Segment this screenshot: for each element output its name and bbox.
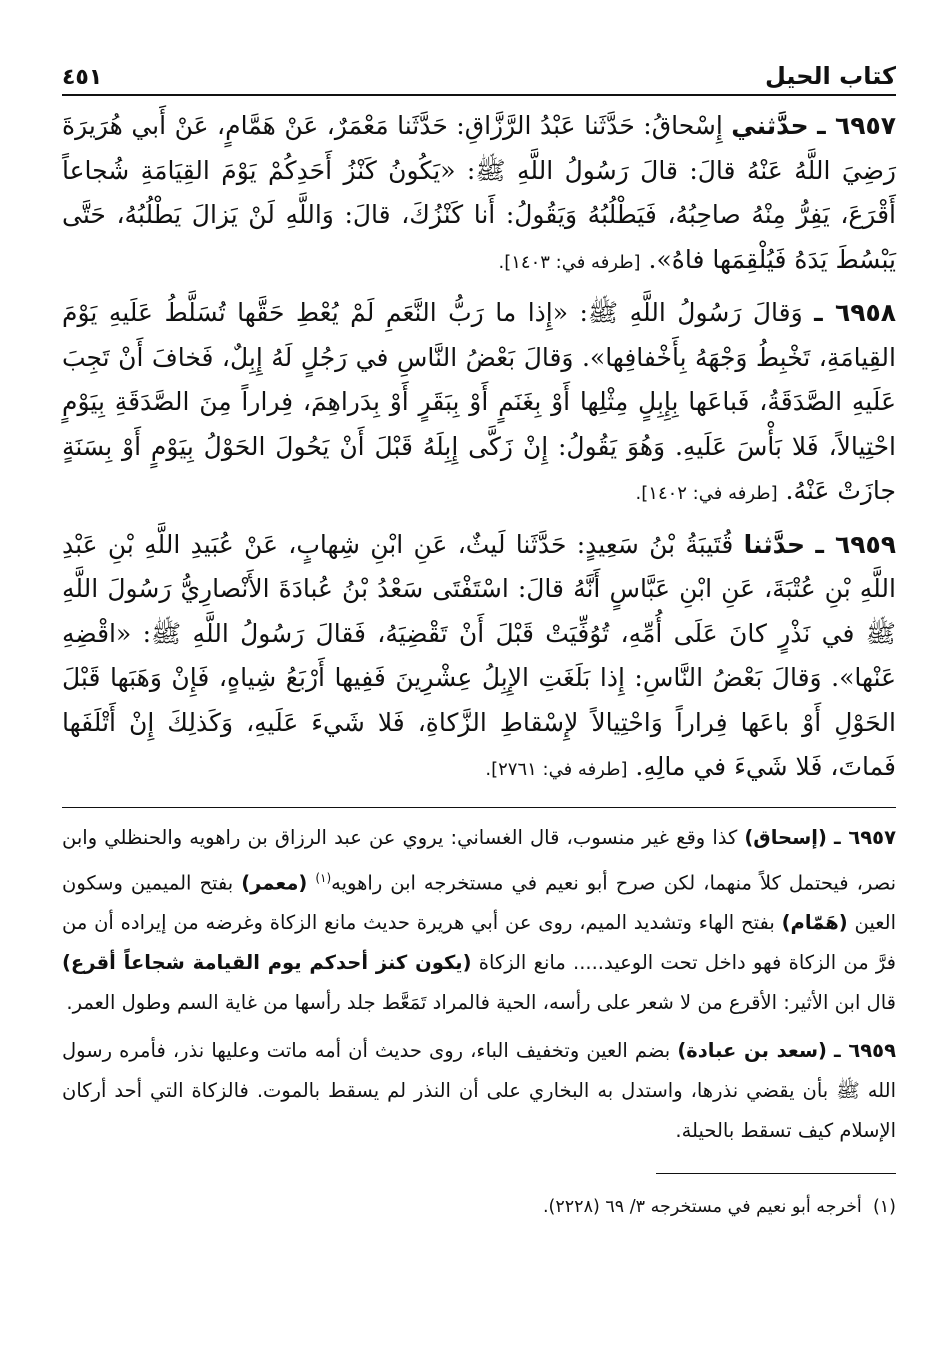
note-text: بفتح الهاء وتشديد الميم، روى عن أبي هريرة حديث مانع الزكاة وغرضه من إيراده أن من فرَّ من الزكاة فهو داخل تحت الوعيد..... مانع الزكاة bbox=[62, 911, 897, 974]
book-title: كتاب الحيل bbox=[765, 62, 896, 90]
hadith-ref: [طرفه في: ١٤٠٣]. bbox=[498, 251, 641, 273]
footnote-marker: (١) bbox=[315, 870, 332, 885]
note-term: (معمر) bbox=[241, 871, 308, 894]
note-term: (يكون كنز أحدكم يوم القيامة شجاعاً أقرع) bbox=[62, 951, 472, 974]
note-term: (إسحاق) bbox=[744, 825, 827, 849]
footnote-number: (١) bbox=[872, 1196, 896, 1217]
commentary-divider bbox=[62, 807, 896, 808]
note-text: بفتح الميمين وسكون العين bbox=[62, 871, 896, 934]
note-6959 bbox=[62, 1031, 896, 1151]
note-number: ٦٩٥٧ ـ bbox=[834, 825, 896, 849]
footnote bbox=[62, 1192, 896, 1222]
hadith-section bbox=[62, 104, 896, 793]
hadith-text: قُتَيبَةُ بْنُ سَعِيدٍ: حَدَّثَنا لَيثٌ، عَنِ ابْنِ شِهابٍ، عَنْ عُبَيدِ اللَّهِ بْنِ عَبْدِ اللَّهِ بْنِ عُتْبَةَ، عَنِ ابْنِ عَبَّاسٍ أَنَّهُ قالَ: اسْتَفْتَى سَعْدُ بْنُ عُبادَةَ الأَنْصارِيُّ رَسُولَ اللَّهِ ﷺ في نَذْرٍ كانَ عَلَى أُمِّهِ، تُوُفِّيَتْ قَبْلَ أَنْ تَقْضِيَهُ، فَقالَ رَسُولُ اللَّهِ ﷺ: «اقْضِهِ عَنْها». وَقالَ بَعْضُ النَّاسِ: إِذا بَلَغَتِ الإِبِلُ عِشْرِينَ فَفِيها أَرْبَعُ شِياهٍ، فَإِنْ وَهَبَها قَبْلَ الحَوْلِ أَوْ باعَها فِراراً وَاحْتِيالاً لإِسْقاطِ الزَّكاةِ، فَلا شَيءَ عَلَيهِ، وَكَذلِكَ إِنْ أَتْلَفَها فَماتَ، فَلا شَيءَ في مالِهِ. bbox=[62, 529, 896, 781]
page-number: ٤٥١ bbox=[62, 65, 103, 90]
note-text bbox=[827, 1039, 834, 1062]
hadith-6959 bbox=[62, 523, 896, 793]
hadith-number: ٦٩٥٩ ـ bbox=[815, 529, 896, 559]
note-term: (هَمّام) bbox=[781, 911, 848, 934]
note-text: قال ابن الأثير: الأقرع من لا شعر على رأسه، الحية فالمراد تَمَعَّط جلد رأسها من غاية السم وطول العمر. bbox=[66, 991, 896, 1014]
note-text: كذا وقع غير منسوب، قال الغساني: يروي عن عبد الرزاق بن راهويه والحنظلي وابن نصر، فيحتمل كلاً منهما، لكن صرح أبو نعيم في مستخرجه ابن راهويه bbox=[62, 825, 897, 894]
hadith-ref: [طرفه في: ٢٧٦١]. bbox=[485, 759, 628, 780]
hadith-number: ٦٩٥٧ ـ bbox=[817, 111, 896, 140]
note-text: بضم العين وتخفيف الباء، روى حديث أن أمه ماتت وعليها نذر، فأمره رسول الله ﷺ بأن يقضي نذرها، واستدل به البخاري على أن النذر لم يسقط بالموت. فالزكاة التي أحد أركان الإسلام كيف تسقط بالحيلة. bbox=[62, 1039, 896, 1142]
note-6957 bbox=[62, 818, 896, 1024]
commentary-section bbox=[62, 818, 896, 1152]
hadith-6957 bbox=[62, 104, 896, 285]
book-page bbox=[62, 52, 896, 1239]
header-rule bbox=[62, 94, 896, 96]
hadith-lead: حدَّثني bbox=[731, 111, 809, 140]
footnote-divider bbox=[656, 1173, 896, 1174]
page-header bbox=[62, 52, 896, 90]
hadith-number: ٦٩٥٨ ـ bbox=[814, 298, 896, 327]
footnote-text: أخرجه أبو نعيم في مستخرجه ٣/ ٦٩ (٢٢٢٨). bbox=[542, 1196, 862, 1217]
note-number: ٦٩٥٩ ـ bbox=[834, 1039, 896, 1062]
hadith-text: إِسْحاقُ: حَدَّثَنا عَبْدُ الرَّزَّاقِ: حَدَّثَنا مَعْمَرٌ، عَنْ هَمَّامٍ، عَنْ أَبي هُرَيرَةَ رَضِيَ اللَّهُ عَنْهُ قالَ: قالَ رَسُولُ اللَّهِ ﷺ: «يَكُونُ كَنْزُ أَحَدِكُمْ يَوْمَ القِيَامَةِ شُجاعاً أَقْرَعَ، يَفِرُّ مِنْهُ صاحِبُهُ، فَيَطْلُبُهُ وَيَقُولُ: أَنا كَنْزُكَ، قالَ: وَاللَّهِ لَنْ يَزالَ يَطْلُبُهُ، حَتَّى يَبْسُطَ يَدَهُ فَيُلْقِمَها فاهُ». bbox=[62, 111, 896, 274]
hadith-6958 bbox=[62, 291, 896, 517]
hadith-text: وَقالَ رَسُولُ اللَّهِ ﷺ: «إِذا ما رَبُّ النَّعَمِ لَمْ يُعْطِ حَقَّها تُسَلَّطُ عَلَيهِ يَوْمَ القِيامَةِ، تَخْبِطُ وَجْهَهُ بِأَخْفافِها». وَقالَ بَعْضُ النَّاسِ في رَجُلٍ لَهُ إِبِلٌ، فَخافَ أَنْ تَجِبَ عَلَيهِ الصَّدَقَةُ، فَباعَها بِإِبِلٍ مِثْلِها أَوْ بِغَنَمٍ أَوْ بِبَقَرٍ أَوْ بِدَراهِمَ، فِراراً مِنَ الصَّدَقَةِ بِيَوْمٍ احْتِيالاً، فَلا بَأْسَ عَلَيهِ. وَهُوَ يَقُولُ: إِنْ زَكَّى إِبِلَهُ قَبْلَ أَنْ يَحُولَ الحَوْلُ بِيَوْمٍ أَوْ بِسَنَةٍ جازَتْ عَنْهُ. bbox=[62, 298, 897, 505]
note-term: (سعد بن عبادة) bbox=[677, 1039, 827, 1062]
note-text bbox=[827, 826, 834, 849]
hadith-ref: [طرفه في: ١٤٠٢]. bbox=[635, 483, 778, 504]
hadith-lead: حدَّثنا bbox=[743, 529, 806, 559]
